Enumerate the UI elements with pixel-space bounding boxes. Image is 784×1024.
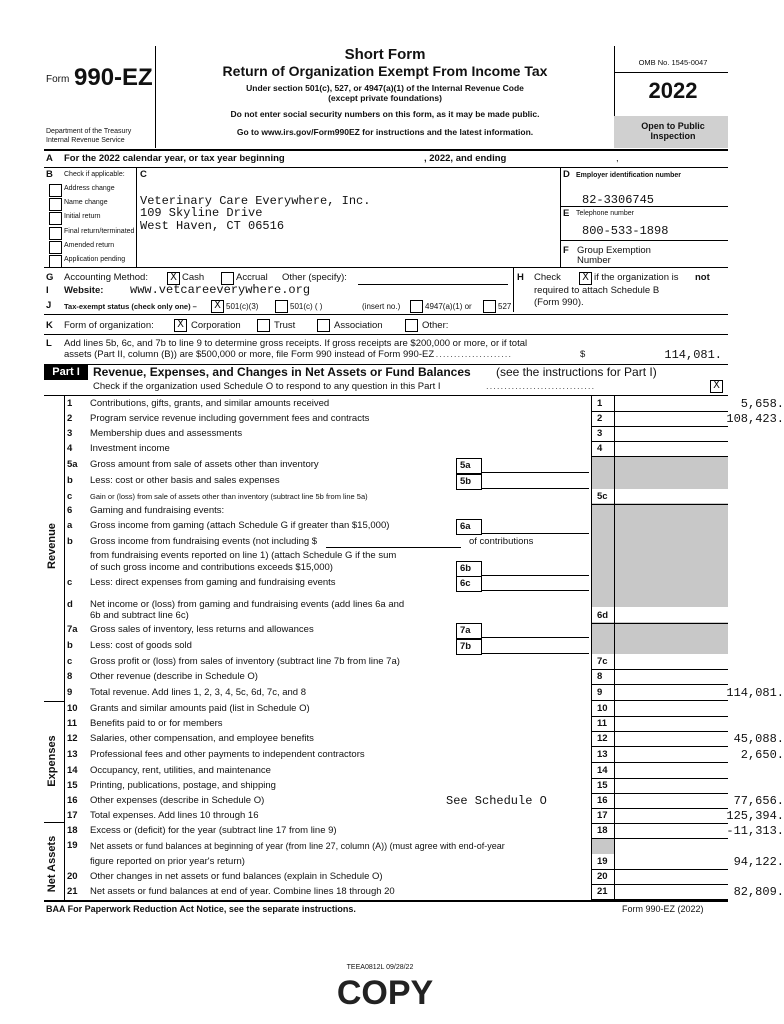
line-number: 13 <box>67 749 78 760</box>
part1-line-row <box>64 838 774 854</box>
form-reference: Form 990-EZ (2022) <box>622 904 704 914</box>
line-description: Printing, publications, postage, and shipping <box>90 780 276 791</box>
part1-line-row <box>64 793 784 809</box>
form-code: TEEA0812L 09/28/22 <box>346 964 414 971</box>
open-to-public: Open to Public <box>641 121 705 131</box>
website-label: Website: <box>64 285 104 296</box>
part1-dots: .............................. <box>486 381 596 392</box>
4947-label: 4947(a)(1) or <box>425 302 472 311</box>
line-box-number: 13 <box>597 749 608 760</box>
line-description: Other expenses (describe in Schedule O) <box>90 795 265 806</box>
form-title: Return of Organization Exempt From Income Tax <box>222 63 548 79</box>
inner-amount-field[interactable] <box>481 639 589 654</box>
line-i-label: I <box>46 285 49 296</box>
section-c-label: C <box>140 169 147 180</box>
inner-line-number: 6c <box>460 578 471 589</box>
part1-schedule-o-checkbox[interactable]: X <box>710 380 723 393</box>
part1-line-row <box>64 622 774 638</box>
side-label-expenses: Expenses <box>46 735 58 787</box>
section-b-item-label: Amended return <box>64 241 115 249</box>
part1-line-row <box>64 823 784 839</box>
other-method-label: Other (specify): <box>282 272 347 283</box>
501c-label: 501(c) ( ) <box>290 302 323 311</box>
line-a-end: , <box>616 153 619 164</box>
line-description: Investment income <box>90 443 170 454</box>
side-label-revenue: Revenue <box>46 523 58 569</box>
line-description: Total expenses. Add lines 10 through 16 <box>90 810 259 821</box>
line-amount[interactable]: 82,809. <box>733 885 784 899</box>
line-description: Professional fees and other payments to independent contractors <box>90 749 365 760</box>
line-box-number: 11 <box>597 718 608 729</box>
part1-line-row <box>64 869 774 885</box>
line-description: Benefits paid to or for members <box>90 718 223 729</box>
corporation-label: Corporation <box>191 320 241 331</box>
line-number: 8 <box>67 671 73 682</box>
line-number: 7a <box>67 624 78 635</box>
line-box-number: 20 <box>597 871 608 882</box>
corporation-checkbox[interactable]: X <box>174 319 187 332</box>
line-h-text3: required to attach Schedule B <box>534 285 660 296</box>
section-b-item-label: Initial return <box>64 213 101 221</box>
inner-line-box <box>456 639 482 655</box>
org-city: West Haven, CT 06516 <box>140 219 285 233</box>
cash-label: Cash <box>182 272 205 283</box>
line-description: Gross sales of inventory, less returns and allowances <box>90 624 314 635</box>
line-number: a <box>67 520 73 531</box>
line-number: b <box>67 640 73 651</box>
accounting-method-label: Accounting Method: <box>64 272 148 283</box>
line-description: Gross income from fundraising events (not including $ <box>90 536 318 547</box>
trust-checkbox[interactable] <box>257 319 270 332</box>
line-number: 10 <box>67 703 78 714</box>
line-description-suffix: of contributions <box>469 536 534 547</box>
line-h-text4: (Form 990). <box>534 297 584 308</box>
line-number: c <box>67 656 73 667</box>
baa-notice: BAA For Paperwork Reduction Act Notice, see the separate instructions. <box>46 904 356 914</box>
association-checkbox[interactable] <box>317 319 330 332</box>
line-box-number: 16 <box>597 795 608 806</box>
group-exemption-label: Group Exemption <box>577 245 651 256</box>
section-b-label: B <box>46 169 53 180</box>
part1-line-row <box>64 411 784 427</box>
line-description: 6b and subtract line 6c) <box>90 610 189 621</box>
org-address: 109 Skyline Drive <box>140 206 263 220</box>
part1-line-row <box>64 654 774 670</box>
part1-line-row <box>64 638 774 654</box>
part1-line-row <box>64 575 774 591</box>
title-short-form: Short Form <box>344 46 426 63</box>
website-value: www.vetcareeverywhere.org <box>130 283 311 297</box>
other-org-checkbox[interactable] <box>405 319 418 332</box>
section-b-checkbox-4[interactable] <box>49 241 62 254</box>
other-org-label: Other: <box>422 320 449 331</box>
inspection: Inspection <box>650 131 696 141</box>
line-description: Net assets or fund balances at beginning of year (from line 27, column (A)) (must agree with end-of-year <box>90 841 505 851</box>
ssn-notice: Do not enter social security numbers on this form, as it may be made public. <box>230 109 540 119</box>
line-box-number: 8 <box>597 671 603 682</box>
inner-line-box <box>456 576 482 592</box>
line-number: 4 <box>67 443 73 454</box>
line-description: Less: direct expenses from gaming and fundraising events <box>90 577 336 588</box>
part1-line-row <box>64 701 774 717</box>
line-description: of such gross income and contributions exceeds $15,000) <box>90 562 333 573</box>
section-b-checkbox-3[interactable] <box>49 227 62 240</box>
line-box-number: 5c <box>597 491 608 502</box>
org-name: Veterinary Care Everywhere, Inc. <box>140 194 371 208</box>
line-box-number: 17 <box>597 810 608 821</box>
line-description: Less: cost of goods sold <box>90 640 192 651</box>
dept-line1: Department of the Treasury <box>46 128 132 135</box>
dept-line2: Internal Revenue Service <box>46 137 125 144</box>
side-label-net-assets: Net Assets <box>46 835 58 893</box>
line-number: 11 <box>67 718 78 729</box>
gross-receipts-amount: 114,081. <box>664 348 722 362</box>
inner-amount-field[interactable] <box>481 519 589 534</box>
line-number: c <box>67 491 73 502</box>
line-number: 21 <box>67 886 78 897</box>
part1-badge: Part I <box>44 365 88 380</box>
527-label: 527 <box>498 302 512 311</box>
line-number: 16 <box>67 795 78 806</box>
line-box-number: 19 <box>597 856 608 867</box>
line-number: 14 <box>67 765 78 776</box>
section-b-checkbox-1[interactable] <box>49 198 62 211</box>
line-description: Excess or (deficit) for the year (subtract line 17 from line 9) <box>90 825 337 836</box>
line-box-number: 3 <box>597 428 603 439</box>
cash-checkbox[interactable]: X <box>167 272 180 285</box>
line-amount[interactable]: 2,650. <box>740 748 784 762</box>
line-description: Less: cost or other basis and sales expenses <box>90 475 280 486</box>
trust-label: Trust <box>274 320 296 331</box>
except-private-line: (except private foundations) <box>328 93 442 103</box>
line-amount[interactable]: 125,394. <box>726 809 784 823</box>
line-amount[interactable]: 94,122. <box>733 855 784 869</box>
line-description: figure reported on prior year's return) <box>90 856 245 867</box>
part1-line-row <box>64 396 784 412</box>
line-l-text1: Add lines 5b, 6c, and 7b to line 9 to determine gross receipts. If gross receipts are $200,000 or more, or if total <box>64 338 528 349</box>
part1-line-row <box>64 441 774 457</box>
line-description: Total revenue. Add lines 1, 2, 3, 4, 5c, 6d, 7c, and 8 <box>90 687 307 698</box>
copy-stamp: COPY <box>336 974 434 1012</box>
line-number: 12 <box>67 733 78 744</box>
line-box-number: 1 <box>597 398 603 409</box>
section-b-item-label: Application pending <box>64 256 126 263</box>
line-number: 2 <box>67 413 73 424</box>
part1-line-row <box>64 457 774 473</box>
501c3-checkbox[interactable]: X <box>211 300 224 313</box>
line-amount[interactable]: 77,656. <box>733 794 784 808</box>
line-description: Other changes in net assets or fund balances (explain in Schedule O) <box>90 871 383 882</box>
see-schedule-o-note: See Schedule O <box>446 794 547 808</box>
line-number: 5a <box>67 459 78 470</box>
section-b-item-label: Name change <box>64 199 108 207</box>
inner-line-number: 7a <box>460 625 471 636</box>
section-b-item-label: Final return/terminated <box>64 227 135 235</box>
line-box-number: 6d <box>597 610 609 621</box>
line-box-number: 2 <box>597 413 603 424</box>
part1-schedule-o-text: Check if the organization used Schedule O to respond to any question in this Part I <box>93 381 441 392</box>
part1-line-row <box>64 669 774 685</box>
line-k-label: K <box>46 320 53 331</box>
omb-number: OMB No. 1545-0047 <box>638 58 708 67</box>
part1-line-row <box>64 716 774 732</box>
line-description: from fundraising events reported on line 1) (attach Schedule G if the sum <box>90 550 397 561</box>
inner-line-number: 5b <box>460 476 472 487</box>
part1-line-row <box>64 560 774 576</box>
line-l-label: L <box>46 338 52 349</box>
line-description: Gaming and fundraising events: <box>90 505 225 516</box>
line-h-text2: if the organization is <box>594 272 679 283</box>
inner-amount-field[interactable] <box>481 561 589 576</box>
under-section-line: Under section 501(c), 527, or 4947(a)(1) of the Internal Revenue Code <box>246 83 524 93</box>
part1-line-row <box>64 518 774 534</box>
line-number: d <box>67 599 73 610</box>
line-l-dollar: $ <box>580 349 586 360</box>
section-b-item-label: Address change <box>64 185 115 192</box>
line-h-label: H <box>517 272 524 283</box>
line-number: 19 <box>67 840 78 851</box>
inner-amount-field[interactable] <box>481 576 589 591</box>
line-number: 3 <box>67 428 73 439</box>
line-box-number: 21 <box>597 886 608 897</box>
line-number: b <box>67 536 73 547</box>
line-a-text: For the 2022 calendar year, or tax year beginning <box>64 153 285 164</box>
line-amount[interactable]: -11,313. <box>726 824 784 838</box>
inner-line-box <box>456 519 482 535</box>
line-number: 1 <box>67 398 73 409</box>
inner-line-box <box>456 458 482 474</box>
inner-line-box <box>456 623 482 639</box>
inner-line-box <box>456 474 482 490</box>
line-number: b <box>67 475 73 486</box>
line-number: 9 <box>67 687 73 698</box>
inner-amount-field[interactable] <box>481 458 589 473</box>
line-l-text2: assets (Part II, column (B)) are $500,000 or more, file Form 990 instead of Form 990-EZ <box>64 349 435 360</box>
irs-instructions-link[interactable]: Go to www.irs.gov/Form990EZ for instructions and the latest information. <box>236 127 534 137</box>
line-description: Net income or (loss) from gaming and fundraising events (add lines 6a and <box>90 599 405 610</box>
line-h-not: not <box>695 272 710 283</box>
insert-no-label: (insert no.) <box>362 302 401 311</box>
tax-exempt-status-label: Tax-exempt status (check only one) – <box>64 302 197 311</box>
part1-title-note: (see the instructions for Part I) <box>496 365 657 379</box>
line-box-number: 10 <box>597 703 608 714</box>
part1-line-row <box>64 778 774 794</box>
501c3-label: 501(c)(3) <box>226 302 259 311</box>
527-checkbox[interactable] <box>483 300 496 313</box>
line-description: Other revenue (describe in Schedule O) <box>90 671 258 682</box>
line-number: c <box>67 577 73 588</box>
line-number: 6 <box>67 505 73 516</box>
group-exemption-number: Number <box>577 255 611 266</box>
form-label: Form <box>46 74 70 85</box>
line-amount[interactable]: 108,423. <box>726 412 784 426</box>
form-of-org-label: Form of organization: <box>64 320 154 331</box>
part1-line-row <box>64 747 784 763</box>
line-description: Salaries, other compensation, and employee benefits <box>90 733 314 744</box>
section-b-checkbox-0[interactable] <box>49 184 62 197</box>
form-number: 990-EZ <box>74 64 153 91</box>
line-description: Contributions, gifts, grants, and similar amounts received <box>90 398 330 409</box>
inner-amount-field[interactable] <box>481 474 589 489</box>
part1-line-row <box>64 763 774 779</box>
section-f-label: F <box>563 245 569 256</box>
part1-line-row <box>64 854 784 870</box>
line-h-check-text: Check <box>534 272 561 283</box>
line-description: Gain or (loss) from sale of assets other than inventory (subtract line 5b from line 5a) <box>90 492 368 501</box>
line-a-label: A <box>46 153 53 164</box>
4947-checkbox[interactable] <box>410 300 423 313</box>
line-description: Membership dues and assessments <box>90 428 243 439</box>
line-a-mid: , 2022, and ending <box>424 153 507 164</box>
line-j-label: J <box>46 300 52 311</box>
line-number: 20 <box>67 871 78 882</box>
part1-line-row <box>64 473 774 489</box>
section-b-checkbox-2[interactable] <box>49 212 62 225</box>
line-box-number: 4 <box>597 443 603 454</box>
association-label: Association <box>334 320 383 331</box>
accrual-label: Accrual <box>236 272 268 283</box>
telephone-value: 800-533-1898 <box>582 224 669 238</box>
line-description: Grants and similar amounts paid (list in Schedule O) <box>90 703 310 714</box>
line-description: Program service revenue including government fees and contracts <box>90 413 370 424</box>
line-amount[interactable]: 5,658. <box>740 397 784 411</box>
inner-line-number: 6b <box>460 563 472 574</box>
line-box-number: 7c <box>597 656 608 667</box>
schedule-b-checkbox[interactable]: X <box>579 272 592 285</box>
part1-line-row <box>64 685 784 701</box>
part1-line-row <box>64 808 784 824</box>
inner-line-number: 7b <box>460 641 472 652</box>
ein-value: 82-3306745 <box>582 193 655 207</box>
line-l-dots: ...................... <box>432 349 513 360</box>
line-description: Occupancy, rent, utilities, and maintenance <box>90 765 271 776</box>
line-box-number: 18 <box>597 825 608 836</box>
inner-amount-field[interactable] <box>481 623 589 638</box>
ein-label: Employer identification number <box>576 172 682 179</box>
line-amount[interactable]: 45,088. <box>733 732 784 746</box>
line-box-number: 9 <box>597 687 603 698</box>
tax-year: 2022 <box>648 78 698 103</box>
line-amount[interactable]: 114,081. <box>726 686 784 700</box>
line-box-number: 14 <box>597 765 608 776</box>
line-g-label: G <box>46 272 54 283</box>
inner-line-number: 6a <box>460 521 471 532</box>
line-description: Net assets or fund balances at end of year. Combine lines 18 through 20 <box>90 886 395 897</box>
check-if-applicable: Check if applicable: <box>64 171 125 178</box>
part1-line-row <box>64 503 774 519</box>
part1-line-row <box>64 426 774 442</box>
501c-checkbox[interactable] <box>275 300 288 313</box>
section-e-label: E <box>563 208 570 219</box>
line-number: 17 <box>67 810 78 821</box>
line-box-number: 12 <box>597 733 608 744</box>
line-description: Gross profit or (loss) from sales of inventory (subtract line 7b from line 7a) <box>90 656 400 667</box>
part1-line-row <box>64 884 784 900</box>
line-number: 15 <box>67 780 78 791</box>
line-box-number: 15 <box>597 780 608 791</box>
part1-title: Revenue, Expenses, and Changes in Net Assets or Fund Balances <box>93 365 471 379</box>
telephone-label: Telephone number <box>576 210 634 217</box>
inner-line-number: 5a <box>460 460 471 471</box>
line-description: Gross amount from sale of assets other than inventory <box>90 459 319 470</box>
section-d-label: D <box>563 169 570 180</box>
line-description: Gross income from gaming (attach Schedule G if greater than $15,000) <box>90 520 390 531</box>
line-number: 18 <box>67 825 78 836</box>
part1-line-row <box>64 731 784 747</box>
